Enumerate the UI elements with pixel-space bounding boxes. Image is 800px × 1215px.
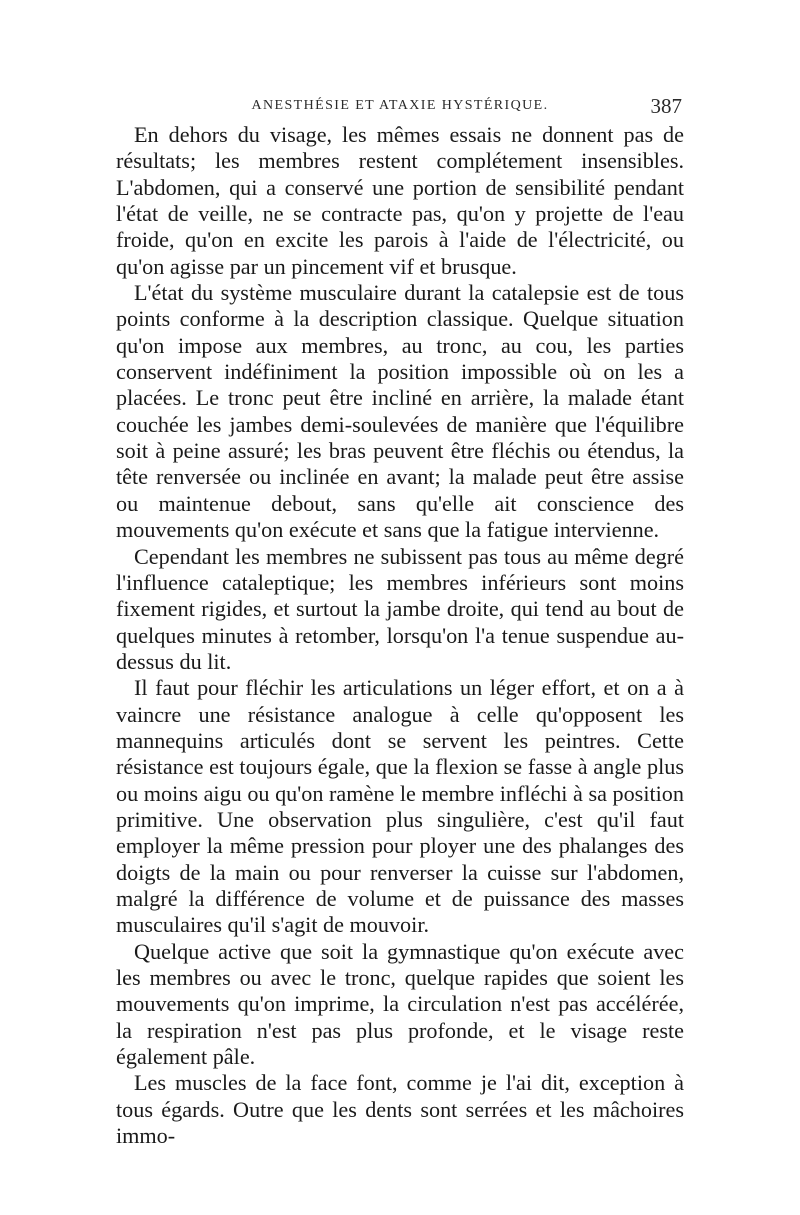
- body-text: [116, 122, 684, 1149]
- paragraph-4: Il faut pour fléchir les articulations un léger effort, et on a à vaincre une résistance analogue à celle qu'opposent les mannequins articulés dont se servent les peintres. Cette résistance est toujours égale, que la flexion se fasse à angle plus ou moins aigu ou qu'on ramène le membre infléchi à sa position primitive. Une observation plus singulière, c'est qu'il faut employer la même pression pour ployer une des phalanges des doigts de la main ou pour renverser la cuisse sur l'abdomen, malgré la différence de volume et de puissance des masses musculaires qu'il s'agit de mouvoir.: [116, 675, 684, 938]
- paragraph-1: En dehors du visage, les mêmes essais ne donnent pas de résultats; les membres restent complétement insensibles. L'abdomen, qui a conservé une portion de sensibilité pendant l'état de veille, ne se contracte pas, qu'on y projette de l'eau froide, qu'on en excite les parois à l'aide de l'électricité, ou qu'on agisse par un pincement vif et brusque.: [116, 122, 684, 279]
- paragraph-6: Les muscles de la face font, comme je l'ai dit, exception à tous égards. Outre que les dents sont serrées et les mâchoires immo-: [116, 1070, 684, 1149]
- book-page: [116, 96, 684, 1149]
- running-head: [116, 96, 684, 122]
- paragraph-5: Quelque active que soit la gymnastique qu'on exécute avec les membres ou avec le tronc, quelque rapides que soient les mouvements qu'on imprime, la circulation n'est pas accélérée, la respiration n'est pas plus profonde, et le visage reste également pâle.: [116, 938, 684, 1070]
- paragraph-2: L'état du système musculaire durant la catalepsie est de tous points conforme à la description classique. Quelque situation qu'on impose aux membres, au tronc, au cou, les parties conservent indéfiniment la position impossible où on les a placées. Le tronc peut être incliné en arrière, la malade étant couchée les jambes demi-soulevées de manière que l'équilibre soit à peine assuré; les bras peuvent être fléchis ou étendus, la tête renversée ou inclinée en avant; la malade peut être assise ou maintenue debout, sans qu'elle ait conscience des mouvements qu'on exécute et sans que la fatigue intervienne.: [116, 280, 684, 543]
- page-number: 387: [650, 94, 682, 118]
- paragraph-3: Cependant les membres ne subissent pas tous au même degré l'influence cataleptique; les membres inférieurs sont moins fixement rigides, et surtout la jambe droite, qui tend au bout de quelques minutes à retomber, lorsqu'on l'a tenue suspendue au-dessus du lit.: [116, 543, 684, 674]
- running-title: ANESTHÉSIE ET ATAXIE HYSTÉRIQUE.: [251, 98, 549, 113]
